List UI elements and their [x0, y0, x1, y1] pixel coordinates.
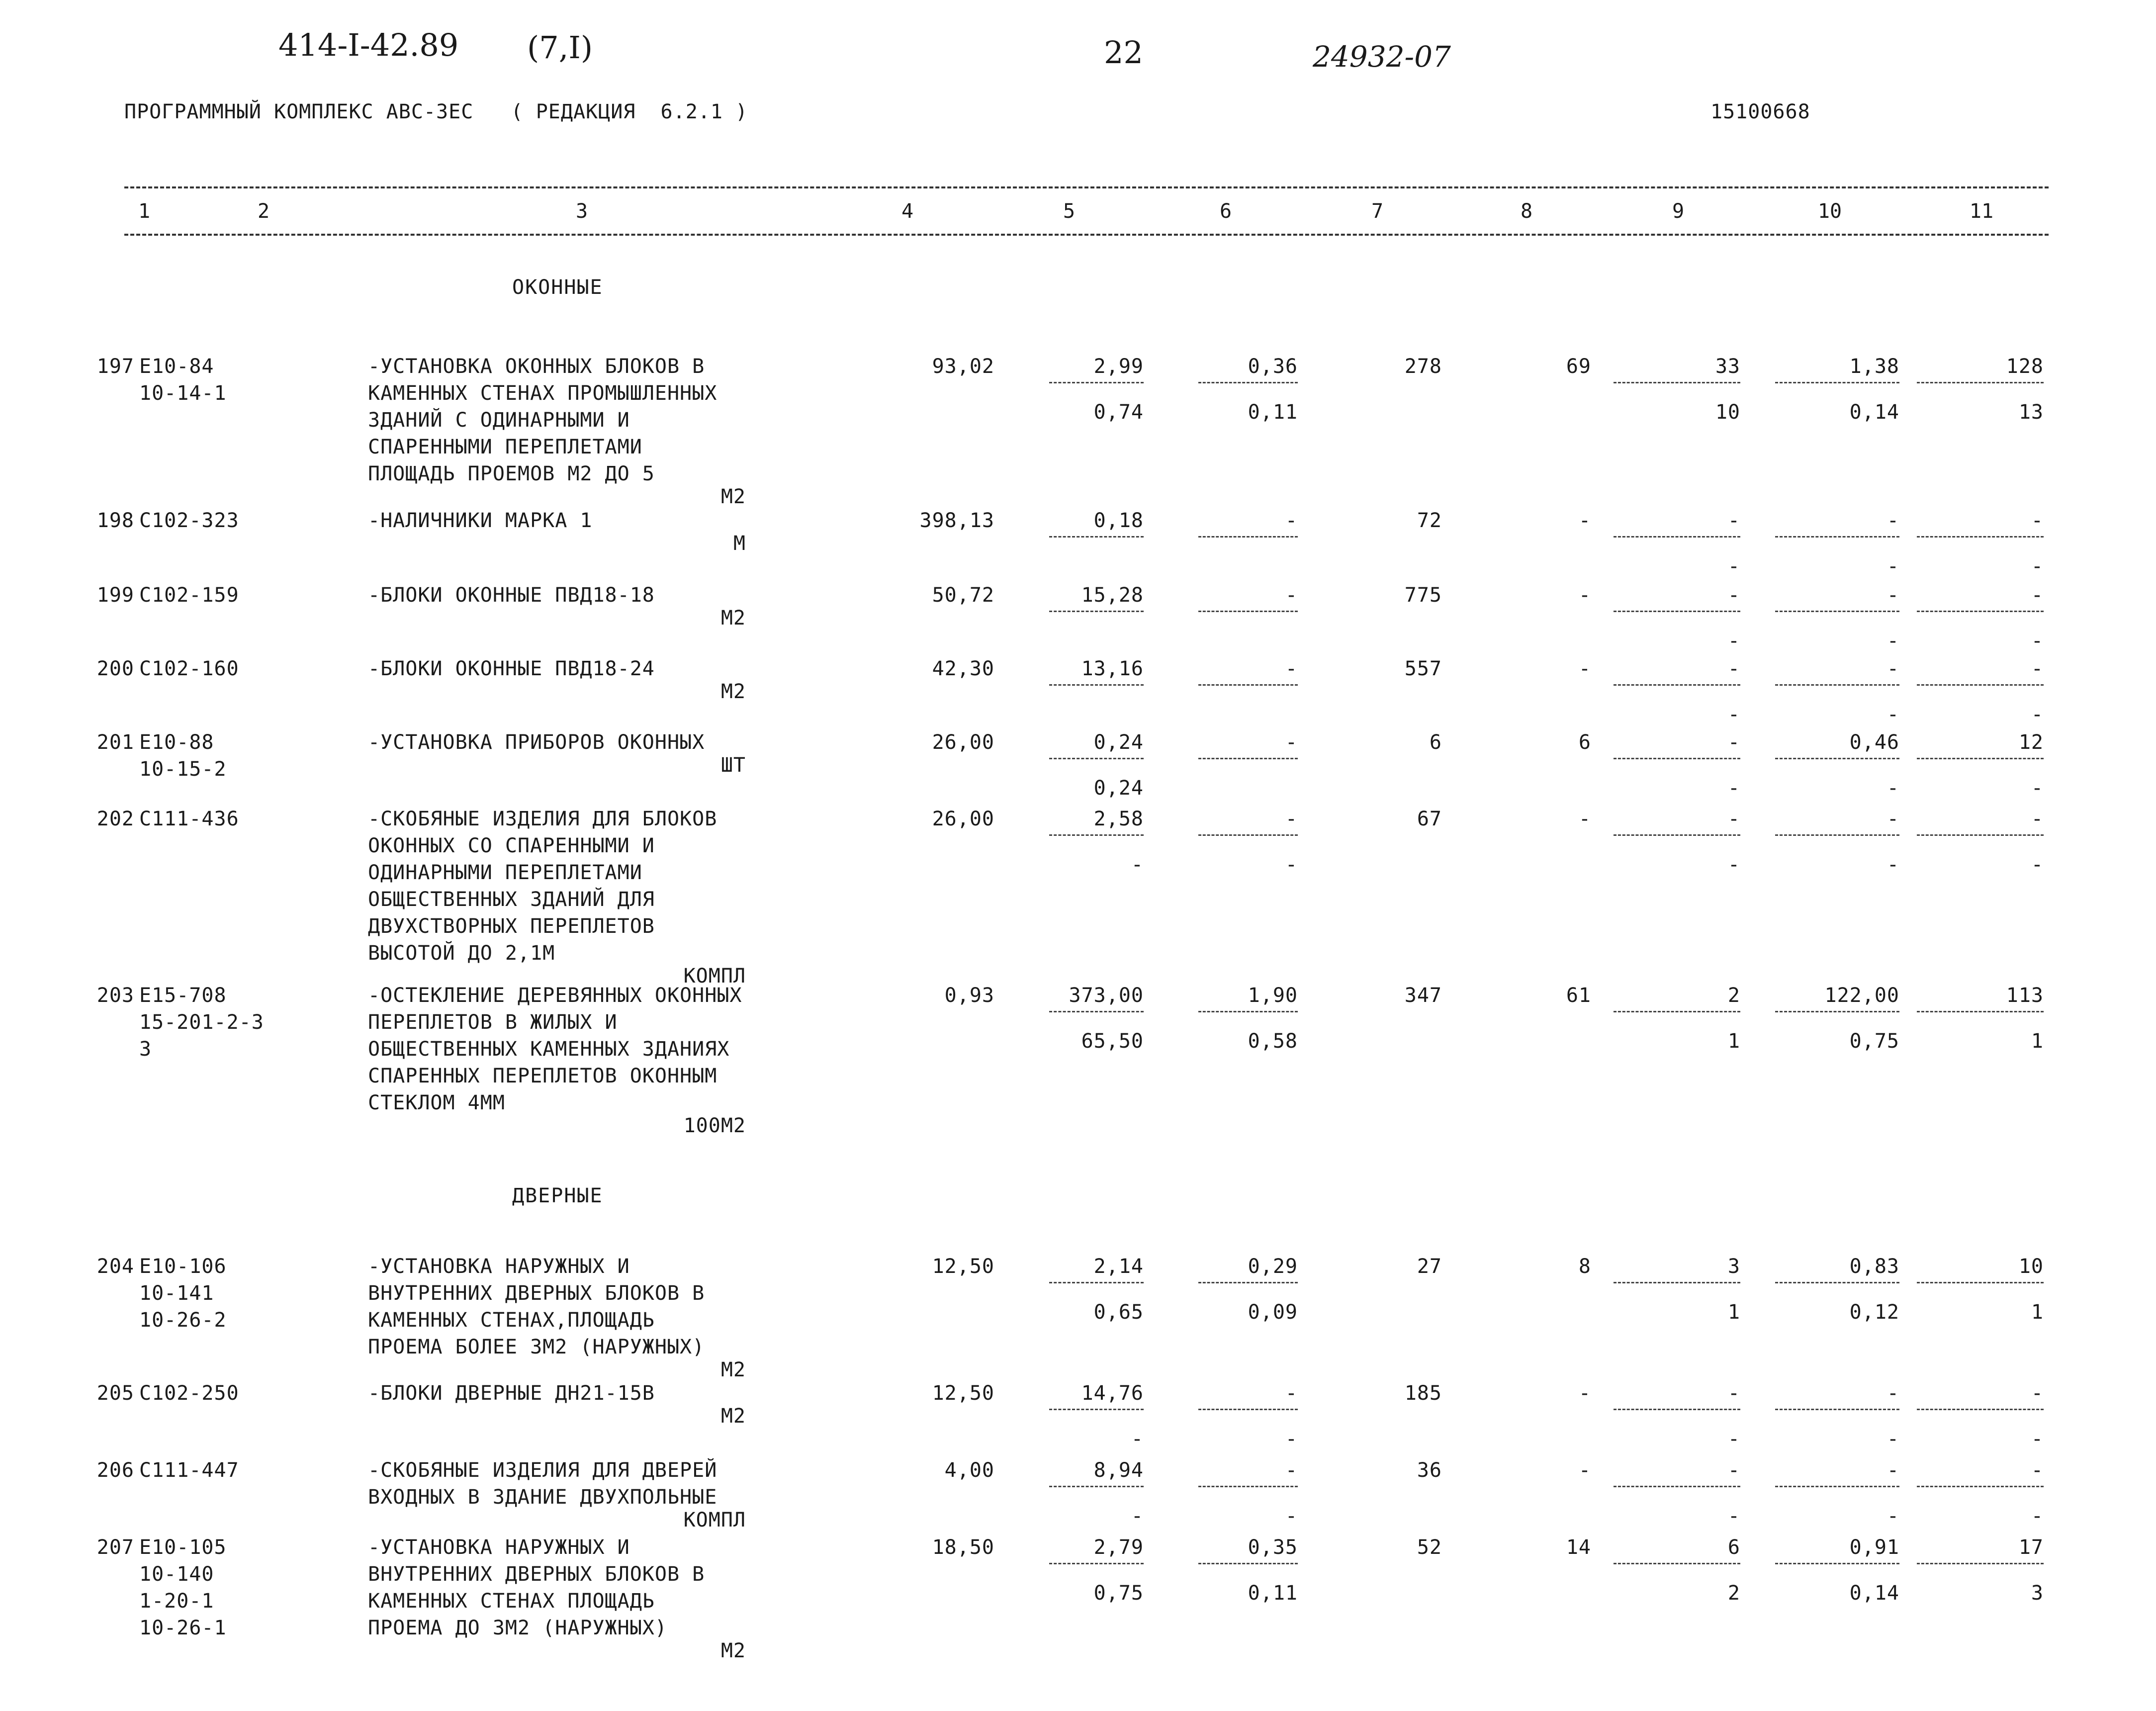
cell-col-11-sub: - [2031, 777, 2044, 800]
row-number: 202 [96, 808, 134, 830]
cell-col-6: - [1285, 1382, 1298, 1405]
cell-col-9-sub: - [1727, 555, 1740, 578]
row-code: Е15-708 15-201-2-3 3 [139, 984, 264, 1061]
row-description: -СКОБЯНЫЕ ИЗДЕЛИЯ ДЛЯ БЛОКОВ ОКОННЫХ СО СПАРЕННЫМИ И ОДИНАРНЫМИ ПЕРЕПЛЕТАМИ ОБЩЕСТВЕННЫХ ЗДАНИЙ ДЛЯ ДВУХСТВОРНЫХ ПЕРЕПЛЕТОВ ВЫСОТОЙ ДО 2,1М [368, 808, 718, 965]
row-unit: М2 [720, 680, 746, 703]
cell-col-5-sub: 0,75 [1093, 1582, 1144, 1605]
cell-col-8: 14 [1566, 1536, 1591, 1559]
row-number: 198 [96, 509, 134, 532]
cell-col-11-sub: - [2031, 703, 2044, 726]
cell-col-5: 13,16 [1081, 657, 1144, 680]
cell-col-4: 398,13 [919, 509, 994, 532]
cell-col-8: 61 [1566, 984, 1591, 1007]
program-line: ПРОГРАММНЫЙ КОМПЛЕКС АВС-3ЕС ( РЕДАКЦИЯ 6.2.1 ) [124, 100, 748, 123]
column-header-4: 4 [901, 200, 914, 223]
cell-col-5-sub: - [1131, 1505, 1144, 1528]
cell-col-10: - [1886, 584, 1899, 607]
cell-col-9-sub: - [1727, 630, 1740, 652]
value-separator [1775, 1011, 1899, 1012]
value-separator [1198, 611, 1298, 612]
cell-col-8: - [1578, 584, 1591, 607]
row-unit: ШТ [720, 754, 746, 777]
cell-col-9: 2 [1727, 984, 1740, 1007]
value-separator [1917, 1282, 2044, 1283]
cell-col-6-sub: 0,11 [1248, 1582, 1298, 1605]
cell-col-10: 0,91 [1849, 1536, 1899, 1559]
cell-col-8: 8 [1578, 1255, 1591, 1278]
row-unit: М2 [720, 1639, 746, 1662]
cell-col-6-sub: 0,09 [1248, 1301, 1298, 1324]
column-header-9: 9 [1672, 200, 1685, 223]
cell-col-9: - [1727, 584, 1740, 607]
value-separator [1917, 536, 2044, 538]
cell-col-4: 12,50 [932, 1382, 994, 1405]
value-separator [1198, 1011, 1298, 1012]
cell-col-9: - [1727, 1382, 1740, 1405]
value-separator [1614, 382, 1740, 383]
cell-col-5-sub: 0,65 [1093, 1301, 1144, 1324]
header-rule-bottom [124, 234, 2049, 236]
cell-col-7: 775 [1404, 584, 1442, 607]
cell-col-10-sub: - [1886, 1428, 1899, 1450]
cell-col-10: 1,38 [1849, 355, 1899, 378]
cell-col-9: - [1727, 731, 1740, 754]
row-number: 205 [96, 1382, 134, 1405]
column-header-6: 6 [1219, 200, 1232, 223]
row-description: -УСТАНОВКА ОКОННЫХ БЛОКОВ В КАМЕННЫХ СТЕНАХ ПРОМЫШЛЕННЫХ ЗДАНИЙ С ОДИНАРНЫМИ И СПАРЕННЫМИ ПЕРЕПЛЕТАМИ ПЛОЩАДЬ ПРОЕМОВ М2 ДО 5 [368, 355, 718, 485]
cell-col-5-sub: 0,74 [1093, 401, 1144, 424]
row-unit: М2 [720, 1405, 746, 1428]
cell-col-9-sub: - [1727, 777, 1740, 800]
cell-col-11: 17 [2018, 1536, 2044, 1559]
value-separator [1198, 1486, 1298, 1487]
value-separator [1917, 834, 2044, 836]
cell-col-5-sub: 65,50 [1081, 1030, 1144, 1053]
row-number: 199 [96, 584, 134, 607]
row-code: С102-323 [139, 509, 239, 532]
value-separator [1198, 1563, 1298, 1564]
cell-col-9-sub: - [1727, 1428, 1740, 1450]
cell-col-10-sub: - [1886, 777, 1899, 800]
cell-col-10: - [1886, 1459, 1899, 1482]
cell-col-10-sub: 0,12 [1849, 1301, 1899, 1324]
row-code: Е10-105 10-140 1-20-1 10-26-1 [139, 1536, 227, 1639]
value-separator [1917, 1011, 2044, 1012]
cell-col-9: 3 [1727, 1255, 1740, 1278]
cell-col-11: - [2031, 808, 2044, 830]
cell-col-10-sub: 0,14 [1849, 1582, 1899, 1605]
value-separator [1775, 1563, 1899, 1564]
cell-col-11: - [2031, 657, 2044, 680]
row-unit: М2 [720, 1358, 746, 1381]
cell-col-5-sub: - [1131, 853, 1144, 876]
row-code: Е10-84 10-14-1 [139, 355, 227, 405]
cell-col-6: 1,90 [1248, 984, 1298, 1007]
cell-col-6-sub: - [1285, 1505, 1298, 1528]
cell-col-4: 18,50 [932, 1536, 994, 1559]
cell-col-9: - [1727, 1459, 1740, 1482]
cell-col-11: 113 [2006, 984, 2044, 1007]
cell-col-11-sub: - [2031, 1505, 2044, 1528]
cell-col-5: 0,18 [1093, 509, 1144, 532]
cell-col-6: - [1285, 808, 1298, 830]
cell-col-9-sub: - [1727, 703, 1740, 726]
cell-col-5-sub: - [1131, 1428, 1144, 1450]
cell-col-9-sub: - [1727, 1505, 1740, 1528]
value-separator [1775, 1486, 1899, 1487]
cell-col-11-sub: - [2031, 1428, 2044, 1450]
cell-col-8: - [1578, 808, 1591, 830]
cell-col-11-sub: - [2031, 853, 2044, 876]
row-unit: КОМПЛ [683, 1509, 746, 1531]
row-description: -БЛОКИ ОКОННЫЕ ПВД18-24 [368, 657, 655, 680]
value-separator [1614, 1486, 1740, 1487]
row-unit: КОМПЛ [683, 965, 746, 988]
row-code: С102-159 [139, 584, 239, 607]
cell-col-11-sub: 3 [2031, 1582, 2044, 1605]
cell-col-8: 69 [1566, 355, 1591, 378]
cell-col-6: - [1285, 1459, 1298, 1482]
cell-col-4: 42,30 [932, 657, 994, 680]
cell-col-11: 12 [2018, 731, 2044, 754]
row-description: -ОСТЕКЛЕНИЕ ДЕРЕВЯННЫХ ОКОННЫХ ПЕРЕПЛЕТОВ В ЖИЛЫХ И ОБЩЕСТВЕННЫХ КАМЕННЫХ ЗДАНИЯХ СПАРЕННЫХ ПЕРЕПЛЕТОВ ОКОННЫМ СТЕКЛОМ 4ММ [368, 984, 742, 1114]
value-separator [1917, 1409, 2044, 1410]
value-separator [1614, 758, 1740, 759]
cell-col-5: 2,79 [1093, 1536, 1144, 1559]
cell-col-10: - [1886, 657, 1899, 680]
cell-col-10: - [1886, 808, 1899, 830]
value-separator [1198, 834, 1298, 836]
section-title-windows: ОКОННЫЕ [512, 276, 603, 299]
job-number: 15100668 [1710, 100, 1810, 123]
row-unit: 100М2 [683, 1114, 746, 1137]
doc-part: (7,I) [527, 29, 593, 66]
value-separator [1049, 536, 1144, 538]
cell-col-10: - [1886, 1382, 1899, 1405]
cell-col-8: - [1578, 1382, 1591, 1405]
row-number: 200 [96, 657, 134, 680]
row-description: -УСТАНОВКА ПРИБОРОВ ОКОННЫХ [368, 731, 705, 754]
row-description: -БЛОКИ ДВЕРНЫЕ ДН21-15В [368, 1382, 655, 1405]
cell-col-9: 6 [1727, 1536, 1740, 1559]
cell-col-10-sub: - [1886, 555, 1899, 578]
value-separator [1614, 684, 1740, 686]
cell-col-10: - [1886, 509, 1899, 532]
column-header-1: 1 [138, 200, 151, 223]
value-separator [1198, 1409, 1298, 1410]
cell-col-9: - [1727, 657, 1740, 680]
section-title-doors: ДВЕРНЫЕ [512, 1184, 603, 1207]
value-separator [1917, 684, 2044, 686]
cell-col-9-sub: 2 [1727, 1582, 1740, 1605]
row-description: -НАЛИЧНИКИ МАРКА 1 [368, 509, 593, 532]
value-separator [1049, 684, 1144, 686]
cell-col-6-sub: - [1285, 1428, 1298, 1450]
cell-col-8: 6 [1578, 731, 1591, 754]
cell-col-6-sub: - [1285, 853, 1298, 876]
value-separator [1614, 536, 1740, 538]
row-code: С102-250 [139, 1382, 239, 1405]
cell-col-11: 10 [2018, 1255, 2044, 1278]
cell-col-10: 122,00 [1824, 984, 1899, 1007]
cell-col-7: 185 [1404, 1382, 1442, 1405]
cell-col-5: 373,00 [1069, 984, 1144, 1007]
value-separator [1198, 382, 1298, 383]
value-separator [1198, 1282, 1298, 1283]
cell-col-7: 6 [1429, 731, 1442, 754]
cell-col-5: 2,99 [1093, 355, 1144, 378]
value-separator [1917, 611, 2044, 612]
cell-col-7: 557 [1404, 657, 1442, 680]
row-unit: М2 [720, 607, 746, 630]
row-number: 197 [96, 355, 134, 378]
cell-col-10-sub: - [1886, 703, 1899, 726]
value-separator [1614, 1563, 1740, 1564]
cell-col-11: - [2031, 509, 2044, 532]
value-separator [1917, 1563, 2044, 1564]
column-header-11: 11 [1969, 200, 1994, 223]
header-rule-top [124, 186, 2049, 188]
cell-col-4: 0,93 [944, 984, 994, 1007]
row-description: -УСТАНОВКА НАРУЖНЫХ И ВНУТРЕННИХ ДВЕРНЫХ БЛОКОВ В КАМЕННЫХ СТЕНАХ,ПЛОЩАДЬ ПРОЕМА БОЛЕЕ 3М2 (НАРУЖНЫХ) [368, 1255, 705, 1358]
cell-col-7: 67 [1417, 808, 1442, 830]
cell-col-6: 0,36 [1248, 355, 1298, 378]
cell-col-6-sub: 0,58 [1248, 1030, 1298, 1053]
row-unit: М [733, 532, 746, 555]
cell-col-9-sub: 1 [1727, 1301, 1740, 1324]
value-separator [1775, 684, 1899, 686]
value-separator [1198, 758, 1298, 759]
row-unit: М2 [720, 485, 746, 508]
cell-col-5: 8,94 [1093, 1459, 1144, 1482]
cell-col-6: 0,29 [1248, 1255, 1298, 1278]
cell-col-6: - [1285, 584, 1298, 607]
cell-col-4: 26,00 [932, 808, 994, 830]
row-description: -СКОБЯНЫЕ ИЗДЕЛИЯ ДЛЯ ДВЕРЕЙ ВХОДНЫХ В ЗДАНИЕ ДВУХПОЛЬНЫЕ [368, 1459, 718, 1509]
cell-col-9-sub: - [1727, 853, 1740, 876]
value-separator [1198, 684, 1298, 686]
cell-col-4: 93,02 [932, 355, 994, 378]
row-number: 201 [96, 731, 134, 754]
row-number: 204 [96, 1255, 134, 1278]
cell-col-8: - [1578, 509, 1591, 532]
cell-col-6: - [1285, 509, 1298, 532]
cell-col-5: 14,76 [1081, 1382, 1144, 1405]
row-code: С102-160 [139, 657, 239, 680]
cell-col-7: 36 [1417, 1459, 1442, 1482]
row-description: -УСТАНОВКА НАРУЖНЫХ И ВНУТРЕННИХ ДВЕРНЫХ БЛОКОВ В КАМЕННЫХ СТЕНАХ ПЛОЩАДЬ ПРОЕМА ДО 3М2 (НАРУЖНЫХ) [368, 1536, 705, 1639]
cell-col-11-sub: - [2031, 555, 2044, 578]
value-separator [1614, 1011, 1740, 1012]
value-separator [1049, 1409, 1144, 1410]
cell-col-9-sub: 1 [1727, 1030, 1740, 1053]
value-separator [1049, 1282, 1144, 1283]
cell-col-4: 4,00 [944, 1459, 994, 1482]
value-separator [1049, 834, 1144, 836]
value-separator [1614, 834, 1740, 836]
value-separator [1775, 536, 1899, 538]
row-number: 207 [96, 1536, 134, 1559]
cell-col-5: 0,24 [1093, 731, 1144, 754]
cell-col-7: 52 [1417, 1536, 1442, 1559]
value-separator [1775, 611, 1899, 612]
value-separator [1049, 382, 1144, 383]
row-description: -БЛОКИ ОКОННЫЕ ПВД18-18 [368, 584, 655, 607]
cell-col-11-sub: 1 [2031, 1030, 2044, 1053]
column-header-2: 2 [257, 200, 270, 223]
value-separator [1917, 1486, 2044, 1487]
cell-col-11: - [2031, 1459, 2044, 1482]
cell-col-4: 12,50 [932, 1255, 994, 1278]
page-number: 22 [1104, 34, 1143, 71]
value-separator [1049, 611, 1144, 612]
cell-col-7: 278 [1404, 355, 1442, 378]
cell-col-5: 2,58 [1093, 808, 1144, 830]
cell-col-7: 347 [1404, 984, 1442, 1007]
column-header-5: 5 [1063, 200, 1076, 223]
column-header-7: 7 [1371, 200, 1384, 223]
cell-col-10-sub: - [1886, 630, 1899, 652]
row-code: Е10-106 10-141 10-26-2 [139, 1255, 227, 1332]
cell-col-9: - [1727, 509, 1740, 532]
cell-col-10-sub: - [1886, 853, 1899, 876]
cell-col-4: 26,00 [932, 731, 994, 754]
cell-col-5: 2,14 [1093, 1255, 1144, 1278]
cell-col-11-sub: 1 [2031, 1301, 2044, 1324]
column-header-8: 8 [1520, 200, 1533, 223]
cell-col-10-sub: 0,75 [1849, 1030, 1899, 1053]
value-separator [1775, 382, 1899, 383]
cell-col-10: 0,46 [1849, 731, 1899, 754]
cell-col-10-sub: - [1886, 1505, 1899, 1528]
cell-col-4: 50,72 [932, 584, 994, 607]
cell-col-11-sub: - [2031, 630, 2044, 652]
value-separator [1917, 382, 2044, 383]
row-number: 206 [96, 1459, 134, 1482]
cell-col-10-sub: 0,14 [1849, 401, 1899, 424]
value-separator [1917, 758, 2044, 759]
column-header-3: 3 [575, 200, 588, 223]
doc-code: 414-I-42.89 [278, 27, 459, 63]
cell-col-9-sub: 10 [1715, 401, 1740, 424]
column-header-10: 10 [1817, 200, 1842, 223]
handwritten-ref: 24932-07 [1313, 40, 1451, 74]
cell-col-11: - [2031, 1382, 2044, 1405]
value-separator [1049, 1563, 1144, 1564]
cell-col-9: - [1727, 808, 1740, 830]
value-separator [1775, 758, 1899, 759]
cell-col-5: 15,28 [1081, 584, 1144, 607]
row-code: С111-436 [139, 808, 239, 830]
cell-col-6: - [1285, 657, 1298, 680]
cell-col-5-sub: 0,24 [1093, 777, 1144, 800]
row-number: 203 [96, 984, 134, 1007]
value-separator [1614, 1282, 1740, 1283]
cell-col-7: 27 [1417, 1255, 1442, 1278]
cell-col-6: - [1285, 731, 1298, 754]
value-separator [1775, 1282, 1899, 1283]
value-separator [1614, 611, 1740, 612]
row-code: С111-447 [139, 1459, 239, 1482]
cell-col-8: - [1578, 657, 1591, 680]
value-separator [1049, 758, 1144, 759]
value-separator [1198, 536, 1298, 538]
value-separator [1775, 834, 1899, 836]
cell-col-11: 128 [2006, 355, 2044, 378]
value-separator [1049, 1486, 1144, 1487]
cell-col-6: 0,35 [1248, 1536, 1298, 1559]
cell-col-11-sub: 13 [2018, 401, 2044, 424]
value-separator [1049, 1011, 1144, 1012]
cell-col-10: 0,83 [1849, 1255, 1899, 1278]
cell-col-9: 33 [1715, 355, 1740, 378]
row-code: Е10-88 10-15-2 [139, 731, 227, 781]
value-separator [1614, 1409, 1740, 1410]
cell-col-6-sub: 0,11 [1248, 401, 1298, 424]
cell-col-11: - [2031, 584, 2044, 607]
cell-col-7: 72 [1417, 509, 1442, 532]
cell-col-8: - [1578, 1459, 1591, 1482]
value-separator [1775, 1409, 1899, 1410]
